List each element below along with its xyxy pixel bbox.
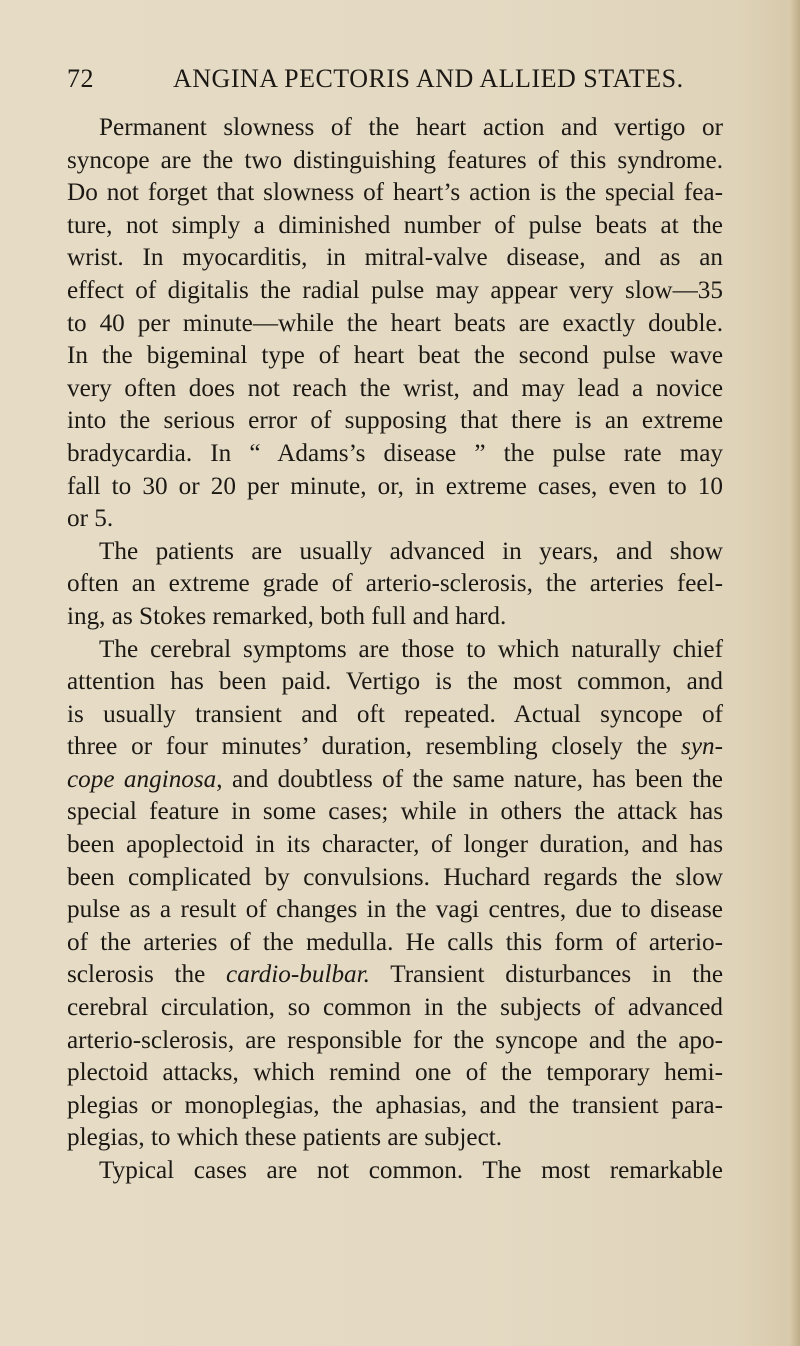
text-line: to 40 per minute—while the heart beats are exactly double.	[67, 309, 723, 337]
text-line: very often does not reach the wrist, and may lead a novice	[67, 374, 723, 402]
italic-term: cope anginosa	[67, 765, 217, 793]
text-line: wrist. In myocarditis, in mitral-valve disease, and as an	[67, 244, 723, 272]
text-line: plegias, to which these patients are subject.	[67, 1124, 503, 1152]
text-line: ture, not simply a diminished number of pulse beats at the	[67, 211, 723, 239]
text-line: bradycardia. In “ Adams’s disease ” the pulse rate may	[67, 439, 723, 467]
text-line: fall to 30 or 20 per minute, or, in extreme cases, even to 10	[67, 472, 723, 500]
text-line: is usually transient and oft repeated. Actual syncope of	[67, 700, 723, 728]
text-line: been complicated by convulsions. Huchard regards the slow	[67, 863, 723, 891]
text-line: Typical cases are not common. The most remarkable	[99, 1157, 723, 1184]
text-line: plegias or monoplegias, the aphasias, and the transient para-	[67, 1091, 723, 1119]
italic-term: syn-	[681, 733, 724, 761]
text-line: been apoplectoid in its character, of longer duration, and has	[67, 831, 723, 859]
text-line: The cerebral symptoms are those to which naturally chief	[99, 635, 723, 663]
text-line: Do not forget that slowness of heart’s action is the special fea-	[67, 179, 723, 207]
text-line: into the serious error of supposing that there is an extreme	[67, 407, 723, 435]
text-line: pulse as a result of changes in the vagi centres, due to disease	[67, 896, 723, 924]
text-line: of the arteries of the medulla. He calls this form of arterio-	[67, 928, 723, 956]
text-line: cerebral circulation, so common in the subjects of advanced	[67, 994, 723, 1022]
text-line	[67, 764, 723, 797]
page-number: 72	[67, 64, 94, 93]
running-header	[67, 64, 723, 100]
text-line	[67, 959, 723, 992]
text-line: ing, as Stokes remarked, both full and hard.	[67, 602, 507, 630]
body-text	[67, 112, 723, 1188]
italic-term: cardio-bulbar.	[226, 961, 370, 989]
text-line: Permanent slowness of the heart action and vertigo or	[99, 114, 723, 141]
text-line: effect of digitalis the radial pulse may appear very slow—35	[67, 276, 723, 304]
text-run: sclerosis the	[67, 961, 206, 989]
text-line: plectoid attacks, which remind one of the temporary hemi-	[67, 1059, 723, 1087]
text-run: three or four minutes’ duration, resembling closely the	[67, 733, 668, 761]
text-line: special feature in some cases; while in others the attack has	[67, 798, 723, 826]
page-edge-shadow	[790, 0, 800, 1346]
text-line: arterio-sclerosis, are responsible for the syncope and the apo-	[67, 1026, 723, 1054]
text-run: , and doubtless of the same nature, has been the	[216, 765, 723, 793]
text-line: syncope are the two distinguishing features of this syndrome.	[67, 146, 723, 174]
text-line: often an extreme grade of arterio-sclerosis, the arteries feel-	[67, 570, 723, 598]
text-line: or 5.	[67, 505, 114, 533]
text-line: attention has been paid. Vertigo is the most common, and	[67, 668, 723, 696]
running-title: ANGINA PECTORIS AND ALLIED STATES.	[173, 64, 684, 93]
text-line	[67, 731, 723, 764]
text-run: Transient disturbances in the	[390, 961, 724, 989]
text-line: In the bigeminal type of heart beat the second pulse wave	[67, 342, 723, 370]
text-line: The patients are usually advanced in years, and show	[99, 537, 723, 565]
